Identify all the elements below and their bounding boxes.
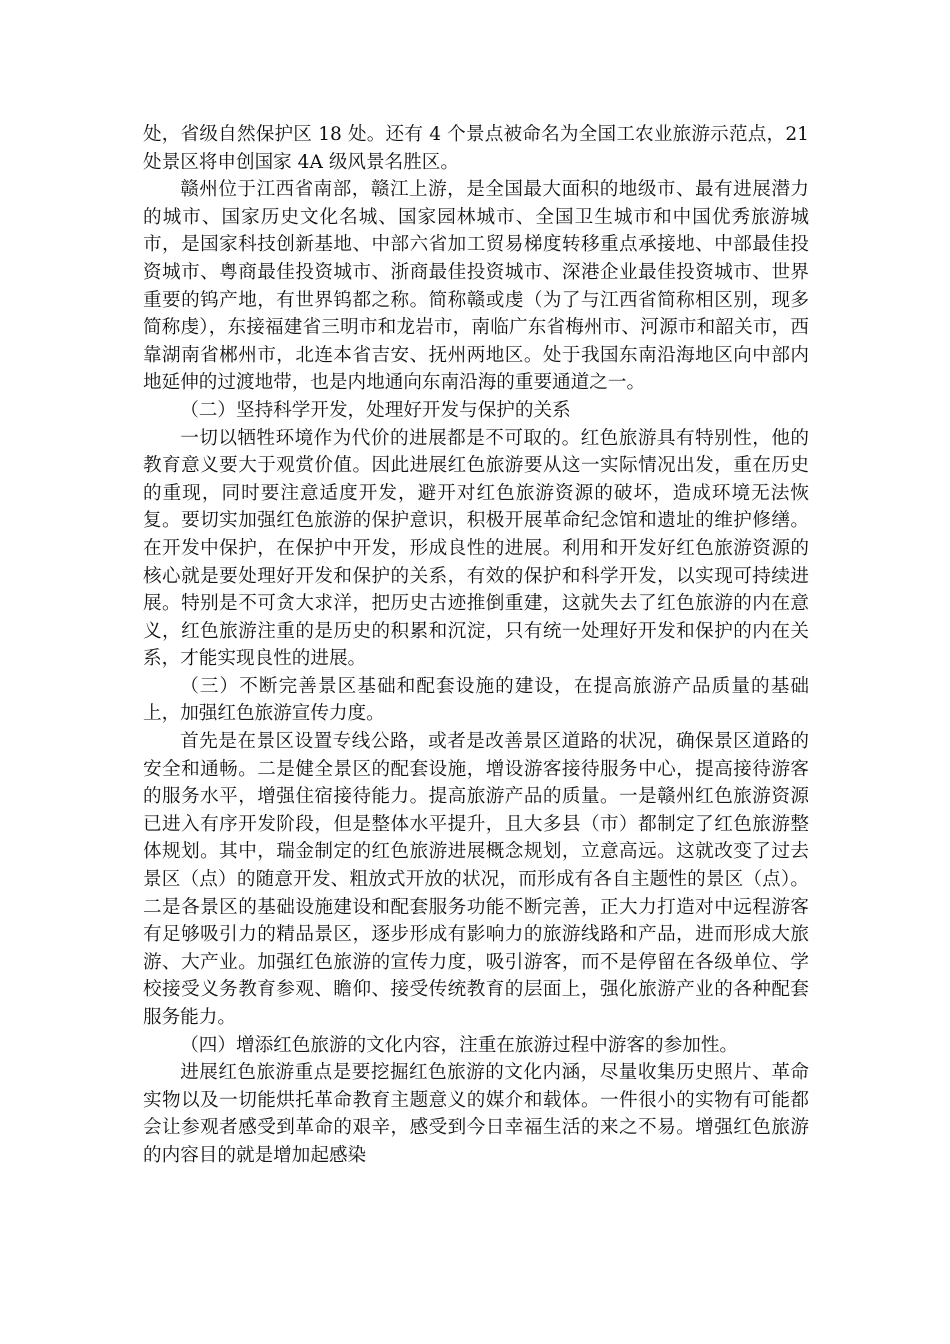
section-heading-3: （三）不断完善景区基础和配套设施的建设，在提高旅游产品质量的基础上，加强红色旅游宣传力度。 <box>143 675 809 725</box>
paragraph-infrastructure: 首先是在景区设置专线公路，或者是改善景区道路的状况，确保景区道路的安全和通畅。二是健全景区的配套设施，增设游客接待服务中心，提高接待游客的服务水平，增强住宿接待能力。提高旅游产品的质量。一是赣州红色旅游资源已进入有序开发阶段，但是整体水平提升，且大多县（市）都制定了红色旅游整体规划。其中，瑞金制定的红色旅游进展概念规划，立意高远。这就改变了过去景区（点）的随意开发、粗放式开放的状况，而形成有各自主题性的景区（点）。二是各景区的基础设施建设和配套服务功能不断完善，正大力打造对中远程游客有足够吸引力的精品景区，逐步形成有影响力的旅游线路和产品，进而形成大旅游、大产业。加强红色旅游的宣传力度，吸引游客，而不是停留在各级单位、学校接受义务教育参观、瞻仰、接受传统教育的层面上，强化旅游产业的各种配套服务能力。 <box>143 731 809 1028</box>
document-body <box>143 121 809 1170</box>
section-heading-2: （二）坚持科学开发，处理好开发与保护的关系 <box>180 399 571 421</box>
paragraph-development-protection: 一切以牺牲环境作为代价的进展都是不可取的。红色旅游具有特别性，他的教育意义要大于观赏价值。因此进展红色旅游要从这一实际情况出发，重在历史的重现，同时要注意适度开发，避开对红色旅游资源的破坏，造成环境无法恢复。要切实加强红色旅游的保护意识，积极开展革命纪念馆和遗址的维护修缮。在开发中保护，在保护中开发，形成良性的进展。利用和开发好红色旅游资源的核心就是要处理好开发和保护的关系，有效的保护和科学开发，以实现可持续进展。特别是不可贪大求洋，把历史古迹推倒重建，这就失去了红色旅游的内在意义，红色旅游注重的是历史的积累和沉淀，只有统一处理好开发和保护的内在关系，才能实现良性的进展。 <box>143 427 809 670</box>
paragraph-cultural-content: 进展红色旅游重点是要挖掘红色旅游的文化内涵，尽量收集历史照片、革命实物以及一切能烘托革命教育主题意义的媒介和载体。一件很小的实物有可能都会让参观者感受到革命的艰辛，感受到今日幸福生活的来之不易。增强红色旅游的内容目的就是增加起感染 <box>143 1062 809 1166</box>
paragraph-ganzhou-overview: 赣州位于江西省南部，赣江上游，是全国最大面积的地级市、最有进展潜力的城市、国家历史文化名城、国家园林城市、全国卫生城市和中国优秀旅游城市，是国家科技创新基地、中部六省加工贸易梯度转移重点承接地、中部最佳投资城市、粤商最佳投资城市、浙商最佳投资城市、深港企业最佳投资城市、世界重要的钨产地，有世界钨都之称。简称赣或虔（为了与江西省简称相区别，现多简称虔），东接福建省三明市和龙岩市，南临广东省梅州市、河源市和韶关市，西靠湖南省郴州市，北连本省吉安、抚州两地区。处于我国东南沿海地区向中部内地延伸的过渡地带，也是内地通向东南沿海的重要通道之一。 <box>143 179 809 394</box>
section-heading-4: （四）增添红色旅游的文化内容，注重在旅游过程中游客的参加性。 <box>180 1034 739 1056</box>
paragraph-continuation: 处，省级自然保护区 18 处。还有 4 个景点被命名为全国工农业旅游示范点，21 处景区将申创国家 4A 级风景名胜区。 <box>143 124 809 173</box>
